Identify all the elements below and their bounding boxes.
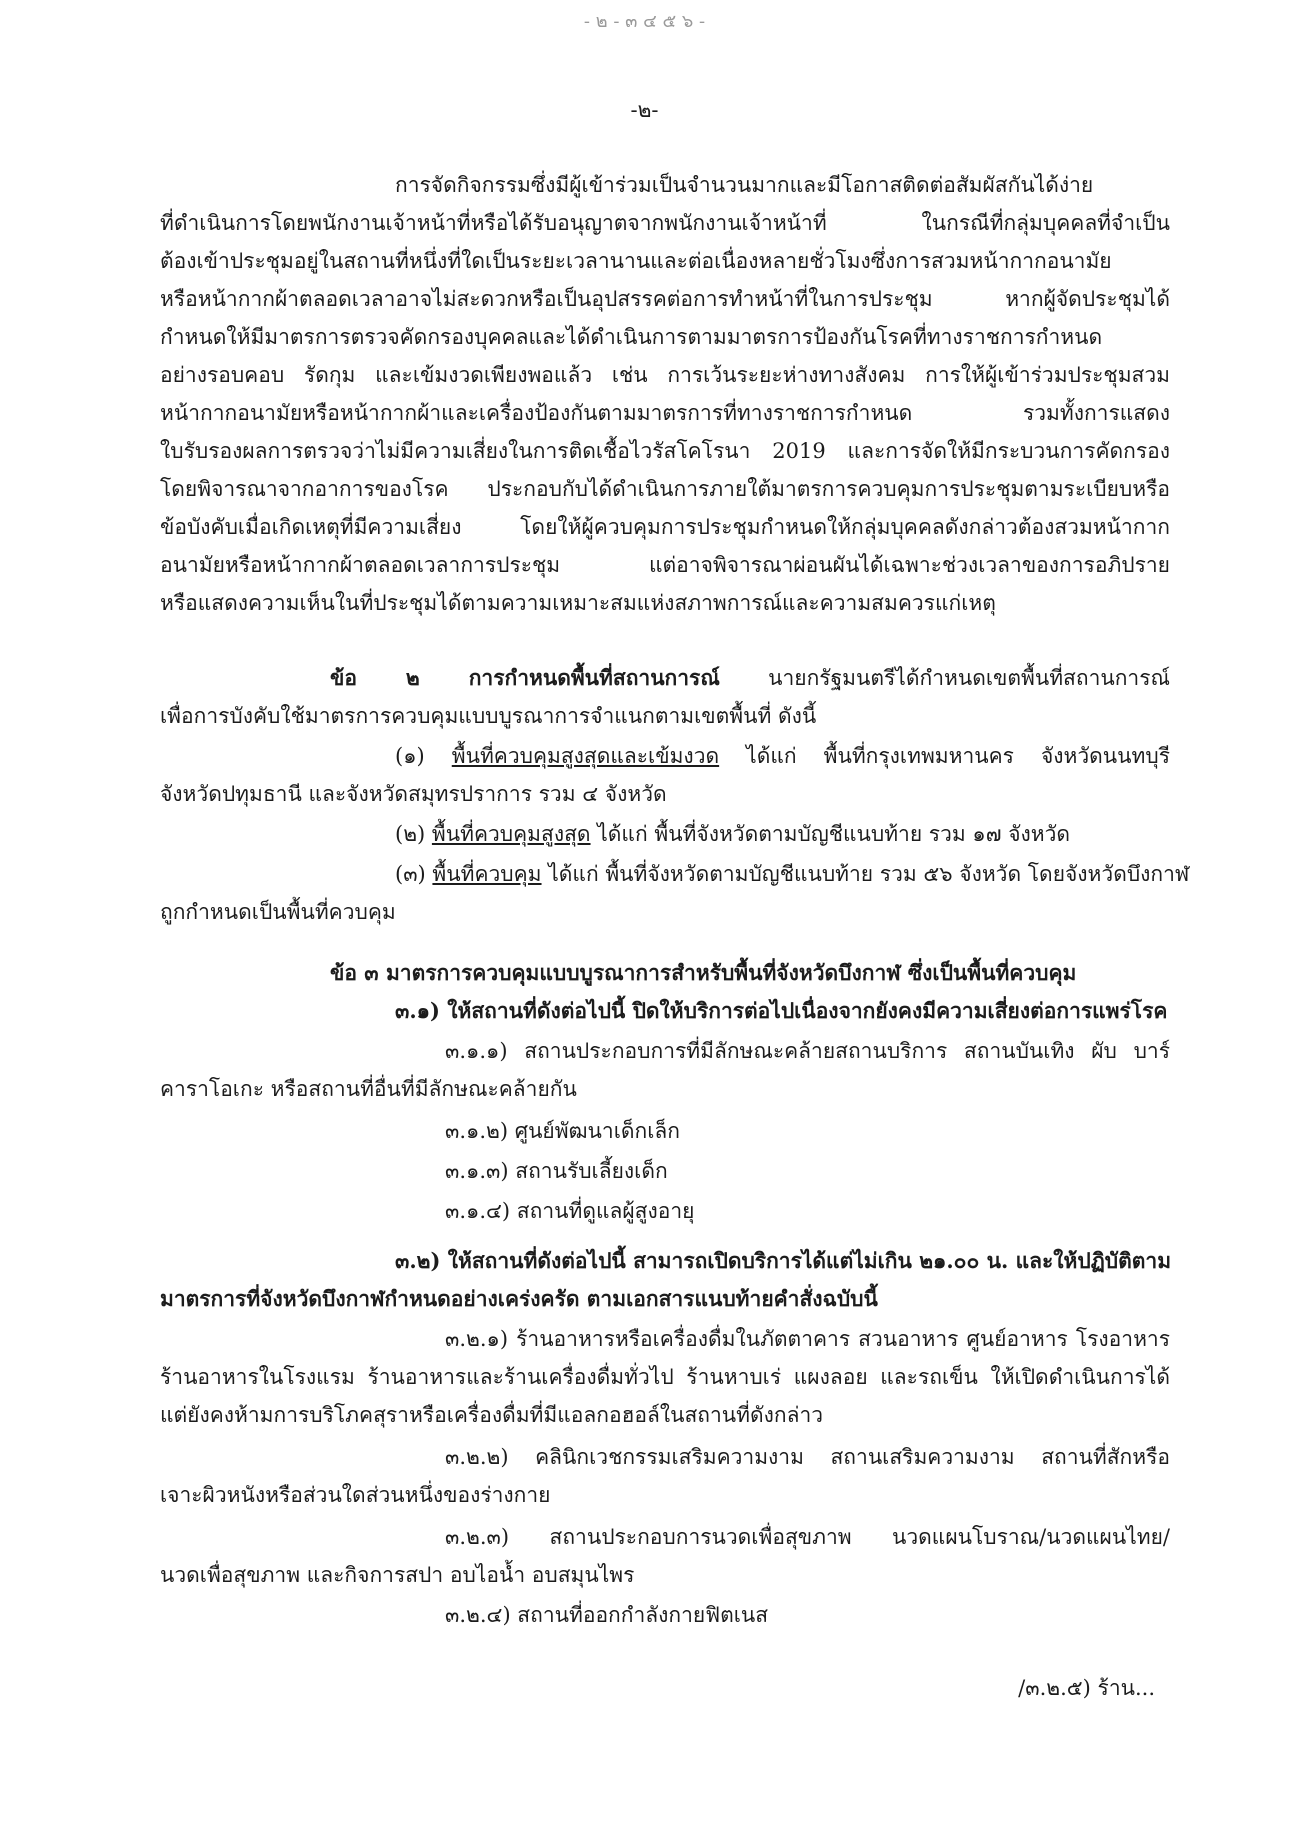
text-line: นวดเพื่อสุขภาพ และกิจการสปา อบไอน้ำ อบสมุนไพร <box>160 1563 635 1587</box>
clause-3-1-heading: ๓.๑) ให้สถานที่ดังต่อไปนี้ ปิดให้บริการต่อไปเนื่องจากยังคงมีความเสี่ยงต่อการแพร่โรค <box>395 998 1168 1023</box>
zone-item-number: (๓) <box>395 862 433 886</box>
zone-item-text: ได้แก่ พื้นที่จังหวัดตามบัญชีแนบท้าย รวม ๑๗ จังหวัด <box>590 822 1071 846</box>
zone-item-text: ได้แก่ พื้นที่กรุงเทพมหานคร จังหวัดนนทบุรี <box>719 744 1170 768</box>
text-line: หน้ากากอนามัยหรือหน้ากากผ้าและเครื่องป้องกันตามมาตรการที่ทางราชการกำหนด รวมทั้งการแสดง <box>160 401 1170 425</box>
clause-3-2-heading-cont: มาตรการที่จังหวัดบึงกาฬกำหนดอย่างเคร่งครัด ตามเอกสารแนบท้ายคำสั่งฉบับนี้ <box>160 1286 878 1311</box>
continuation-reference: /๓.๒.๕) ร้าน... <box>1018 1676 1155 1700</box>
clause-2-heading: ข้อ ๒ การกำหนดพื้นที่สถานการณ์ <box>330 665 720 690</box>
text-line: การจัดกิจกรรมซึ่งมีผู้เข้าร่วมเป็นจำนวนมากและมีโอกาสติดต่อสัมผัสกันได้ง่าย <box>395 173 1094 197</box>
text-line: ข้อบังคับเมื่อเกิดเหตุที่มีความเสี่ยง โดยให้ผู้ควบคุมการประชุมกำหนดให้กลุ่มบุคคลดังกล่าวต้องสวมหน้ากาก <box>160 515 1170 539</box>
zone-item-number: (๒) <box>395 822 432 846</box>
text-line: อนามัยหรือหน้ากากผ้าตลอดเวลาการประชุม แต่อาจพิจารณาผ่อนผันได้เฉพาะช่วงเวลาของการอภิปราย <box>160 553 1170 577</box>
zone-name-control: พื้นที่ควบคุม <box>432 862 542 886</box>
zone-item-2 <box>395 816 1170 852</box>
text-line: ที่ดำเนินการโดยพนักงานเจ้าหน้าที่หรือได้รับอนุญาตจากพนักงานเจ้าหน้าที่ ในกรณีที่กลุ่มบุคคลที่จำเป็น <box>160 211 1170 235</box>
zone-name-strict: พื้นที่ควบคุมสูงสุดและเข้มงวด <box>451 744 720 768</box>
text-line: ร้านอาหารในโรงแรม ร้านอาหารและร้านเครื่องดื่มทั่วไป ร้านหาบเร่ แผงลอย และรถเข็น ให้เปิดดำเนินการได้ <box>160 1365 1170 1389</box>
clause-2-heading-line <box>330 660 1170 696</box>
clause-3-1-1: ๓.๑.๑) สถานประกอบการที่มีลักษณะคล้ายสถานบริการ สถานบันเทิง ผับ บาร์ <box>445 1039 1170 1063</box>
zone-item-1 <box>395 738 1170 774</box>
text-line: กำหนดให้มีมาตรการตรวจคัดกรองบุคคลและได้ดำเนินการตามมาตรการป้องกันโรคที่ทางราชการกำหนด <box>160 325 1103 349</box>
clause-2-heading-rest: นายกรัฐมนตรีได้กำหนดเขตพื้นที่สถานการณ์ <box>719 666 1170 690</box>
clause-3-heading: ข้อ ๓ มาตรการควบคุมแบบบูรณาการสำหรับพื้นที่จังหวัดบึงกาฬ ซึ่งเป็นพื้นที่ควบคุม <box>330 960 1077 985</box>
zone-item-3 <box>395 856 1190 892</box>
clause-3-2-4: ๓.๒.๔) สถานที่ออกกำลังกายฟิตเนส <box>445 1603 769 1627</box>
text-line: ต้องเข้าประชุมอยู่ในสถานที่หนึ่งที่ใดเป็นระยะเวลานานและต่อเนื่องหลายชั่วโมงซึ่งการสวมหน้ากากอนามัย <box>160 249 1112 273</box>
clause-3-2-heading: ๓.๒) ให้สถานที่ดังต่อไปนี้ สามารถเปิดบริการได้แต่ไม่เกิน ๒๑.๐๐ น. และให้ปฏิบัติตาม <box>395 1248 1172 1273</box>
text-line: จังหวัดปทุมธานี และจังหวัดสมุทรปราการ รวม ๔ จังหวัด <box>160 782 667 806</box>
clause-3-1-2: ๓.๑.๒) ศูนย์พัฒนาเด็กเล็ก <box>445 1119 680 1143</box>
clause-3-2-2: ๓.๒.๒) คลินิกเวชกรรมเสริมความงาม สถานเสริมความงาม สถานที่สักหรือ <box>445 1445 1170 1469</box>
text-line: โดยพิจารณาจากอาการของโรค ประกอบกับได้ดำเนินการภายใต้มาตรการควบคุมการประชุมตามระเบียบหรือ <box>160 477 1170 501</box>
top-faint-mark: - ๒ - ๓ ๔ ๕ ๖ - <box>583 11 706 32</box>
text-line: แต่ยังคงห้ามการบริโภคสุราหรือเครื่องดื่มที่มีแอลกอฮอล์ในสถานที่ดังกล่าว <box>160 1403 824 1427</box>
zone-name-maximum: พื้นที่ควบคุมสูงสุด <box>431 822 591 846</box>
clause-3-1-4: ๓.๑.๔) สถานที่ดูแลผู้สูงอายุ <box>445 1199 695 1223</box>
zone-item-text: ได้แก่ พื้นที่จังหวัดตามบัญชีแนบท้าย รวม ๕๖ จังหวัด โดยจังหวัดบึงกาฬ <box>541 862 1190 886</box>
text-line: คาราโอเกะ หรือสถานที่อื่นที่มีลักษณะคล้ายกัน <box>160 1077 577 1101</box>
page-number: -๒- <box>630 98 659 122</box>
clause-3-2-1: ๓.๒.๑) ร้านอาหารหรือเครื่องดื่มในภัตตาคาร สวนอาหาร ศูนย์อาหาร โรงอาหาร <box>445 1327 1170 1351</box>
clause-3-1-3: ๓.๑.๓) สถานรับเลี้ยงเด็ก <box>445 1159 668 1183</box>
clause-3-2-3: ๓.๒.๓) สถานประกอบการนวดเพื่อสุขภาพ นวดแผนโบราณ/นวดแผนไทย/ <box>445 1525 1170 1549</box>
text-line: หรือแสดงความเห็นในที่ประชุมได้ตามความเหมาะสมแห่งสภาพการณ์และความสมควรแก่เหตุ <box>160 591 996 615</box>
text-line: ใบรับรองผลการตรวจว่าไม่มีความเสี่ยงในการติดเชื้อไวรัสโคโรนา 2019 และการจัดให้มีกระบวนการคัดกรอง <box>160 439 1170 463</box>
text-line: เจาะผิวหนังหรือส่วนใดส่วนหนึ่งของร่างกาย <box>160 1483 551 1507</box>
text-line: หรือหน้ากากผ้าตลอดเวลาอาจไม่สะดวกหรือเป็นอุปสรรคต่อการทำหน้าที่ในการประชุม หากผู้จัดประชุมได้ <box>160 287 1170 311</box>
zone-item-number: (๑) <box>395 744 452 768</box>
text-line: อย่างรอบคอบ รัดกุม และเข้มงวดเพียงพอแล้ว เช่น การเว้นระยะห่างทางสังคม การให้ผู้เข้าร่วมประชุมสวม <box>160 363 1170 387</box>
text-line: เพื่อการบังคับใช้มาตรการควบคุมแบบบูรณาการจำแนกตามเขตพื้นที่ ดังนี้ <box>160 704 817 728</box>
text-line: ถูกกำหนดเป็นพื้นที่ควบคุม <box>160 900 396 924</box>
